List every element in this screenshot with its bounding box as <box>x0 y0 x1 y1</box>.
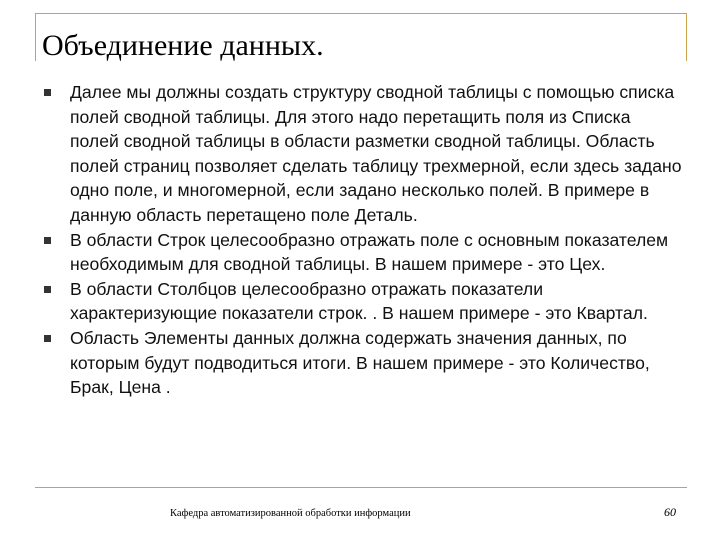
frame-bottom-line <box>35 487 687 488</box>
bullet-list <box>44 80 684 400</box>
bullet-item <box>44 277 684 326</box>
footer-text: Кафедра автоматизированной обработки информации <box>170 508 411 519</box>
frame-right-line <box>686 13 687 61</box>
frame-left-line <box>35 13 36 61</box>
slide-title: Объединение данных. <box>42 29 324 62</box>
square-bullet-icon <box>44 237 51 244</box>
bullet-text: Область Элементы данных должна содержать значения данных, по которым будут подводиться итоги. В нашем примере - это Количество, Брак, Цена . <box>70 327 650 398</box>
page-number: 60 <box>664 505 676 519</box>
bullet-text: В области Строк целесообразно отражать поле с основным показателем необходимым для сводной таблицы. В нашем примере - это Цех. <box>70 229 669 275</box>
bullet-text: В области Столбцов целесообразно отражать показатели характеризующие показатели строк. . В нашем примере - это Квартал. <box>70 278 648 324</box>
bullet-item <box>44 228 684 277</box>
square-bullet-icon <box>44 335 51 342</box>
bullet-text: Далее мы должны создать структуру сводной таблицы с помощью списка полей сводной таблицы. Для этого надо перетащить поля из Списка полей сводной таблицы в области разметки сводной таблицы. Область полей страниц позволяет сделать таблицу трехмерной, если здесь задано одно поле, и многомерной, если задано несколько полей. В примере в данную область перетащено поле Деталь. <box>70 82 682 225</box>
frame-top-line <box>35 13 687 14</box>
square-bullet-icon <box>44 286 51 293</box>
bullet-item <box>44 80 684 228</box>
square-bullet-icon <box>44 89 51 96</box>
bullet-item <box>44 326 684 400</box>
